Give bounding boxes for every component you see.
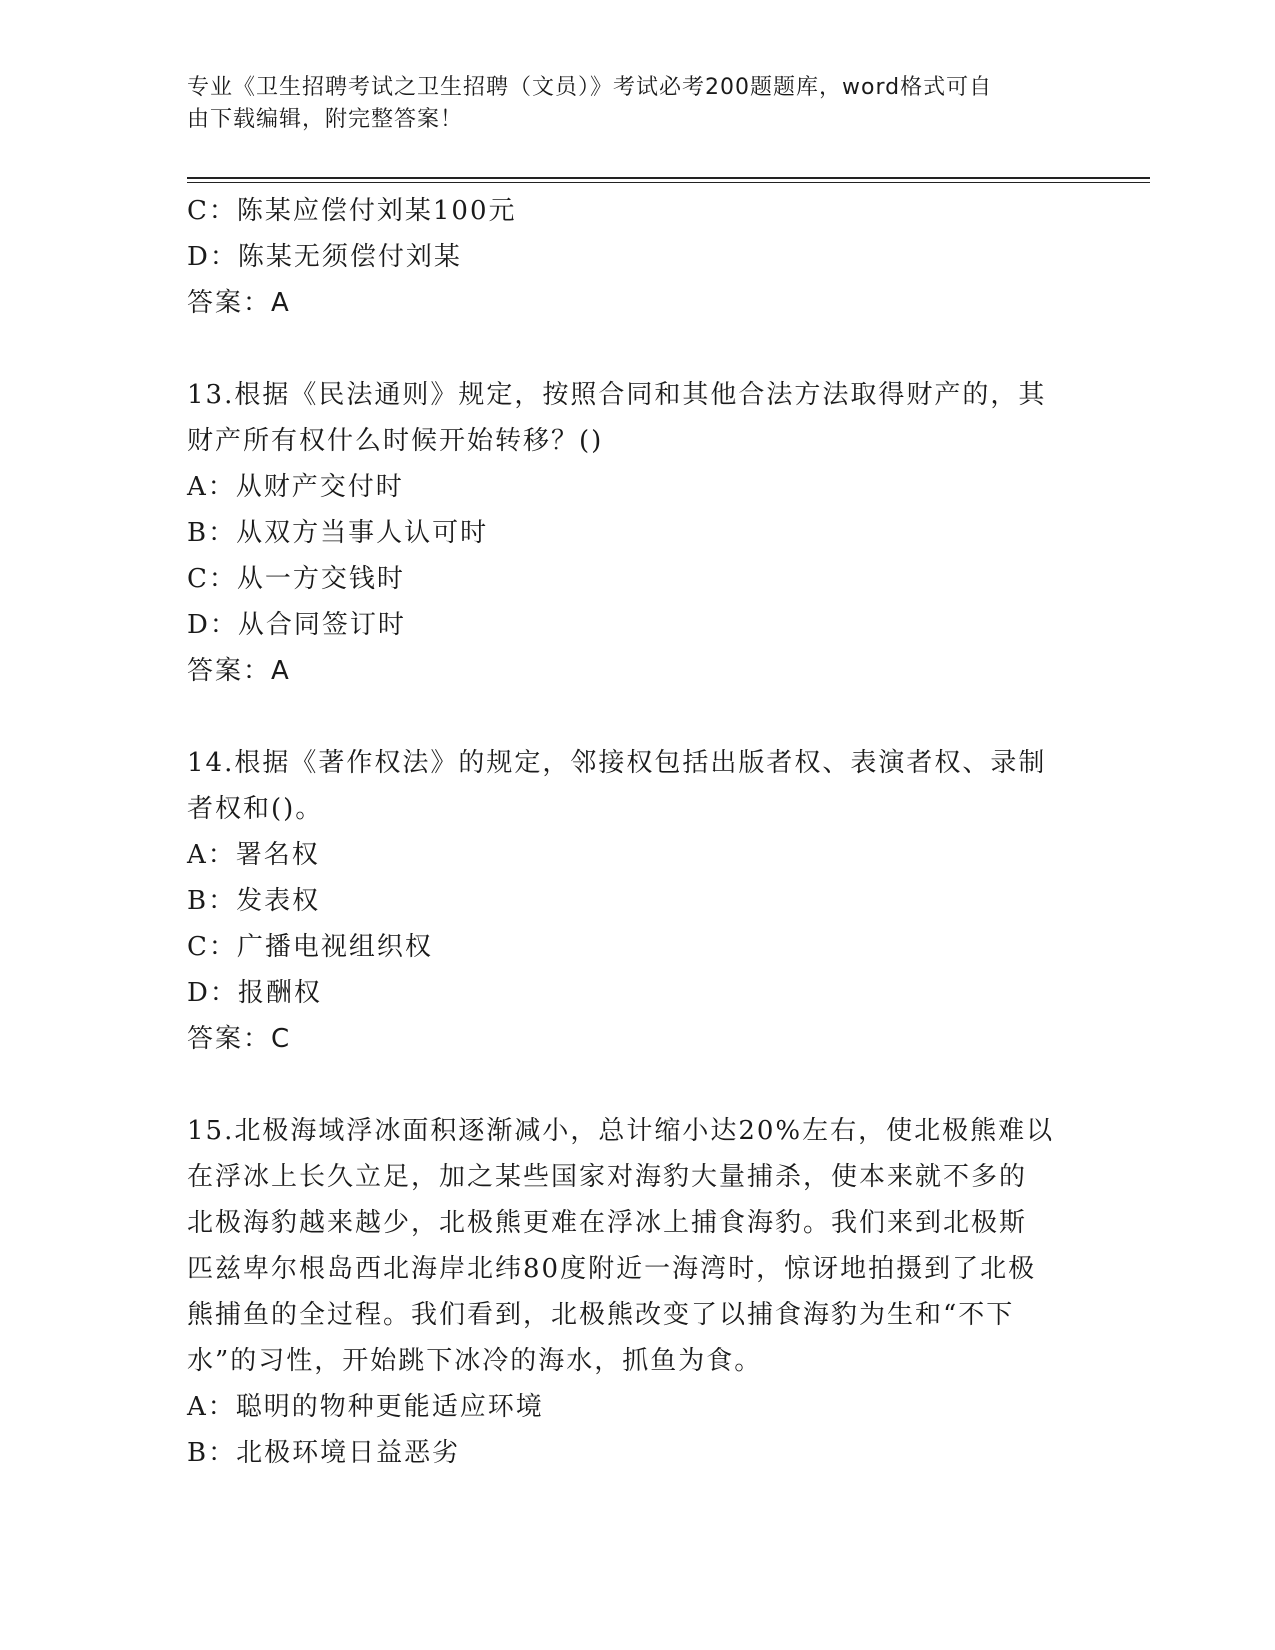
question-list — [187, 188, 1087, 1476]
question-stem-line: 在浮冰上长久立足，加之某些国家对海豹大量捕杀，使本来就不多的 — [187, 1162, 1028, 1192]
option-c: C：从一方交钱时 — [187, 564, 405, 594]
header-line-2: 由下载编辑，附完整答案！ — [187, 107, 464, 132]
option-c: C：广播电视组织权 — [187, 932, 433, 962]
option-b: B：从双方当事人认可时 — [187, 518, 489, 548]
question-stem-line: 者权和()。 — [187, 794, 324, 824]
option-b: B：北极环境日益恶劣 — [187, 1438, 461, 1468]
header-line-1: 专业《卫生招聘考试之卫生招聘（文员）》考试必考200题题库，word格式可自 — [187, 75, 993, 100]
question-stem-line: 熊捕鱼的全过程。我们看到，北极熊改变了以捕食海豹为生和“不下 — [187, 1300, 1015, 1330]
question-stem-line: 15.北极海域浮冰面积逐渐减小，总计缩小达20%左右，使北极熊难以 — [187, 1116, 1055, 1146]
question-12-tail — [187, 188, 1087, 326]
option-c: C：陈某应偿付刘某100元 — [187, 196, 517, 226]
option-a: A：从财产交付时 — [187, 472, 404, 502]
header-divider-thin — [187, 182, 1150, 183]
option-d: D：从合同签订时 — [187, 610, 406, 640]
question-15 — [187, 1108, 1087, 1476]
document-header — [187, 72, 1087, 136]
question-14 — [187, 740, 1087, 1062]
question-stem-line: 水”的习性，开始跳下冰冷的海水，抓鱼为食。 — [187, 1346, 763, 1376]
spacer — [187, 326, 1087, 372]
option-b: B：发表权 — [187, 886, 321, 916]
spacer — [187, 1062, 1087, 1108]
answer: 答案：A — [187, 656, 291, 686]
option-a: A：署名权 — [187, 840, 320, 870]
spacer — [187, 694, 1087, 740]
question-stem-line: 北极海豹越来越少，北极熊更难在浮冰上捕食海豹。我们来到北极斯 — [187, 1208, 1028, 1238]
question-stem-line: 匹兹卑尔根岛西北海岸北纬80度附近一海湾时，惊讶地拍摄到了北极 — [187, 1254, 1037, 1284]
option-d: D：报酬权 — [187, 978, 322, 1008]
option-d: D：陈某无须偿付刘某 — [187, 242, 462, 272]
question-stem-line: 13.根据《民法通则》规定，按照合同和其他合法方法取得财产的，其 — [187, 380, 1047, 410]
answer: 答案：A — [187, 288, 291, 318]
option-a: A：聪明的物种更能适应环境 — [187, 1392, 544, 1422]
question-stem-line: 财产所有权什么时候开始转移？() — [187, 426, 604, 456]
question-13 — [187, 372, 1087, 694]
answer: 答案：C — [187, 1024, 292, 1054]
header-divider-thick — [187, 177, 1150, 179]
question-stem-line: 14.根据《著作权法》的规定，邻接权包括出版者权、表演者权、录制 — [187, 748, 1047, 778]
